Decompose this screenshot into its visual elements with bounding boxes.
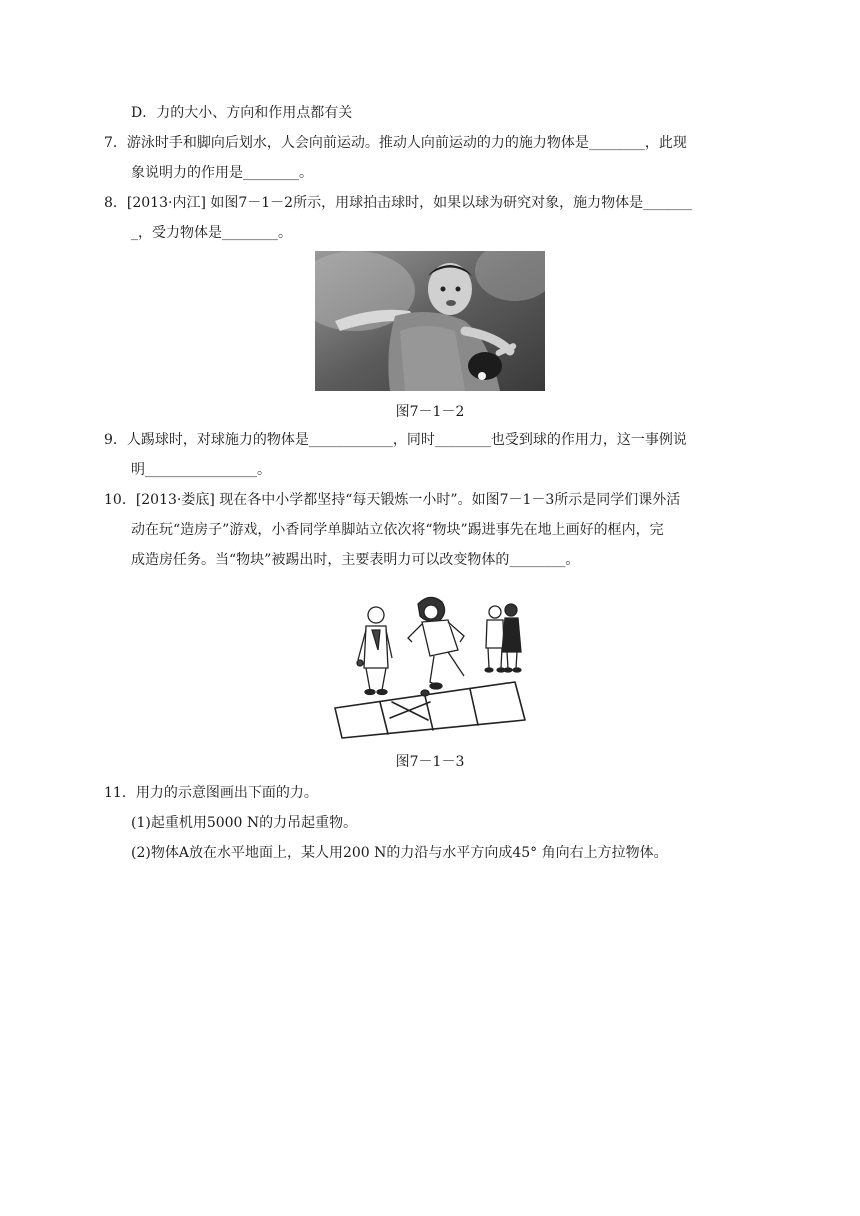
question-11-title: 11．用力的示意图画出下面的力。 (104, 785, 318, 801)
figure-caption-7-1-3: 图7－1－3 (395, 754, 465, 770)
table-tennis-photo (315, 251, 545, 391)
question-10-line-1: 10．[2013·娄底] 现在各中小学都坚持“每天锻炼一小时”。如图7－1－3所示是同学们课外活 (104, 492, 681, 508)
option-d: D．力的大小、方向和作用点都有关 (131, 105, 353, 121)
question-8-line-2: _，受力物体是________。 (131, 225, 292, 241)
figure-caption-7-1-2: 图7－1－2 (395, 404, 465, 420)
hopscotch-game-illustration (330, 590, 530, 742)
table-tennis-player-image (315, 251, 545, 391)
question-7-line-1: 7．游泳时手和脚向后划水，人会向前运动。推动人向前运动的力的施力物体是________，此现 (104, 135, 687, 151)
question-10-line-3: 成造房任务。当“物块”被踢出时，主要表明力可以改变物体的________。 (131, 552, 580, 568)
question-7-line-2: 象说明力的作用是________。 (131, 165, 313, 181)
question-11-part-2: (2)物体A放在水平地面上，某人用200 N的力沿与水平方向成45° 角向右上方拉物体。 (131, 845, 668, 861)
question-10-line-2: 动在玩“造房子”游戏，小香同学单脚站立依次将“物块”踢进事先在地上画好的框内，完 (131, 522, 664, 538)
hopscotch-drawing (330, 590, 530, 742)
question-9-line-1: 9．人踢球时，对球施力的物体是____________，同时________也受到球的作用力，这一事例说 (104, 432, 687, 448)
question-9-line-2: 明________________。 (131, 462, 271, 478)
question-11-part-1: (1)起重机用5000 N的力吊起重物。 (131, 815, 358, 831)
question-8-line-1: 8．[2013·内江] 如图7－1－2所示，用球拍击球时，如果以球为研究对象，施力物体是_______ (104, 195, 693, 211)
